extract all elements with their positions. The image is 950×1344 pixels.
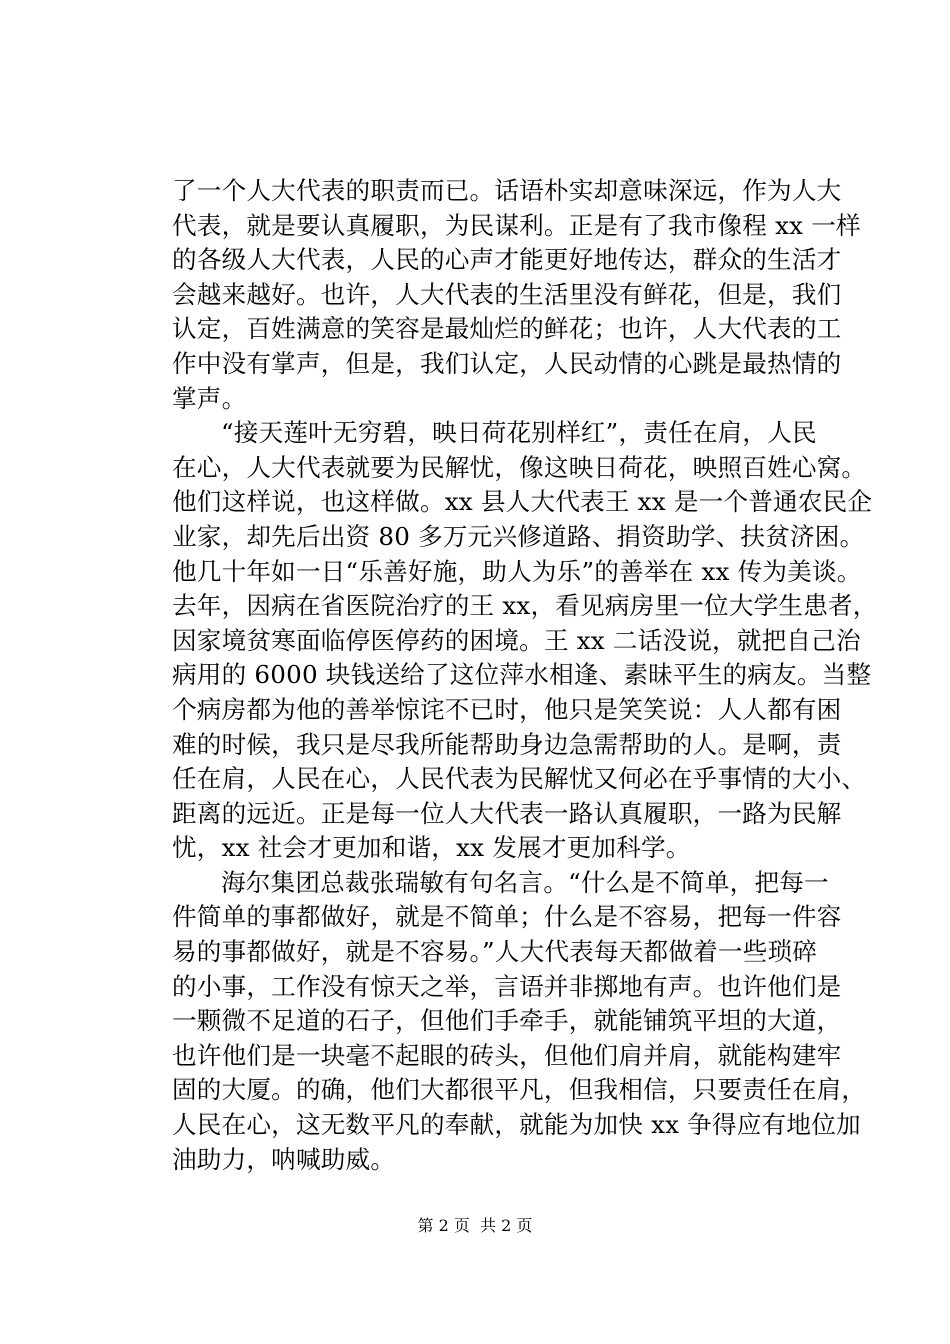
text-line: 也许他们是一块毫不起眼的砖头，但他们肩并肩，就能构建牢 [172,1040,842,1070]
text-line: “接天莲叶无穷碧，映日荷花别样红”，责任在肩，人民 [221,418,817,448]
text-line: 代表，就是要认真履职，为民谋利。正是有了我市像程 xx 一样 [172,210,861,240]
text-line: 在心，人大代表就要为民解忧，像这映日荷花，映照百姓心窝。 [172,452,867,482]
text-line: 易的事都做好，就是不容易。”人大代表每天都做着一些琐碎 [172,937,818,967]
text-line: 业家，却先后出资 80 多万元兴修道路、捐资助学、扶贫济困。 [172,521,865,551]
text-line: 他们这样说，也这样做。xx 县人大代表王 xx 是一个普通农民企 [172,487,873,517]
text-line: 会越来越好。也许，人大代表的生活里没有鲜花，但是，我们 [172,279,842,309]
text-line: 个病房都为他的善举惊诧不已时，他只是笑笑说：人人都有困 [172,694,842,724]
text-line: 作中没有掌声，但是，我们认定，人民动情的心跳是最热情的 [172,348,842,378]
text-line: 人民在心，这无数平凡的奉献，就能为加快 xx 争得应有地位加 [172,1110,861,1140]
text-line: 难的时候，我只是尽我所能帮助身边急需帮助的人。是啊，责 [172,729,842,759]
text-line: 件简单的事都做好，就是不简单；什么是不容易，把每一件容 [172,902,842,932]
body-text [172,174,878,1177]
text-line: 认定，百姓满意的笑容是最灿烂的鲜花；也许，人大代表的工 [172,314,842,344]
text-line: 海尔集团总裁张瑞敏有句名言。“什么是不简单，把每一 [221,867,829,897]
page-footer [0,1214,950,1238]
text-line: 任在肩，人民在心，人民代表为民解忧又何必在乎事情的大小、 [172,764,867,794]
text-line: 距离的远近。正是每一位人大代表一路认真履职，一路为民解 [172,798,842,828]
text-line: 固的大厦。的确，他们大都很平凡，但我相信，只要责任在肩， [172,1075,867,1105]
text-line: 因家境贫寒面临停医停药的困境。王 xx 二话没说，就把自己治 [172,625,861,655]
text-line: 油助力，呐喊助威。 [172,1144,396,1174]
text-line: 的小事，工作没有惊天之举，言语并非掷地有声。也许他们是 [172,971,842,1001]
text-line: 一颗微不足道的石子，但他们手牵手，就能铺筑平坦的大道， [172,1006,842,1036]
footer-separator [470,1216,480,1235]
text-line: 去年，因病在省医院治疗的王 xx，看见病房里一位大学生患者， [172,591,878,621]
text-line: 忧，xx 社会才更加和谐，xx 发展才更加科学。 [172,833,691,863]
text-line: 的各级人大代表，人民的心声才能更好地传达，群众的生活才 [172,245,842,275]
page-number: 第 2 页 [417,1216,470,1235]
text-line: 他几十年如一日“乐善好施，助人为乐”的善举在 xx 传为美谈。 [172,556,862,586]
page-total: 共 2 页 [480,1216,533,1235]
text-line: 了一个人大代表的职责而已。话语朴实却意味深远，作为人大 [172,176,842,205]
text-line: 病用的 6000 块钱送给了这位萍水相逢、素昧平生的病友。当整 [172,660,872,690]
text-line: 掌声。 [172,383,247,413]
